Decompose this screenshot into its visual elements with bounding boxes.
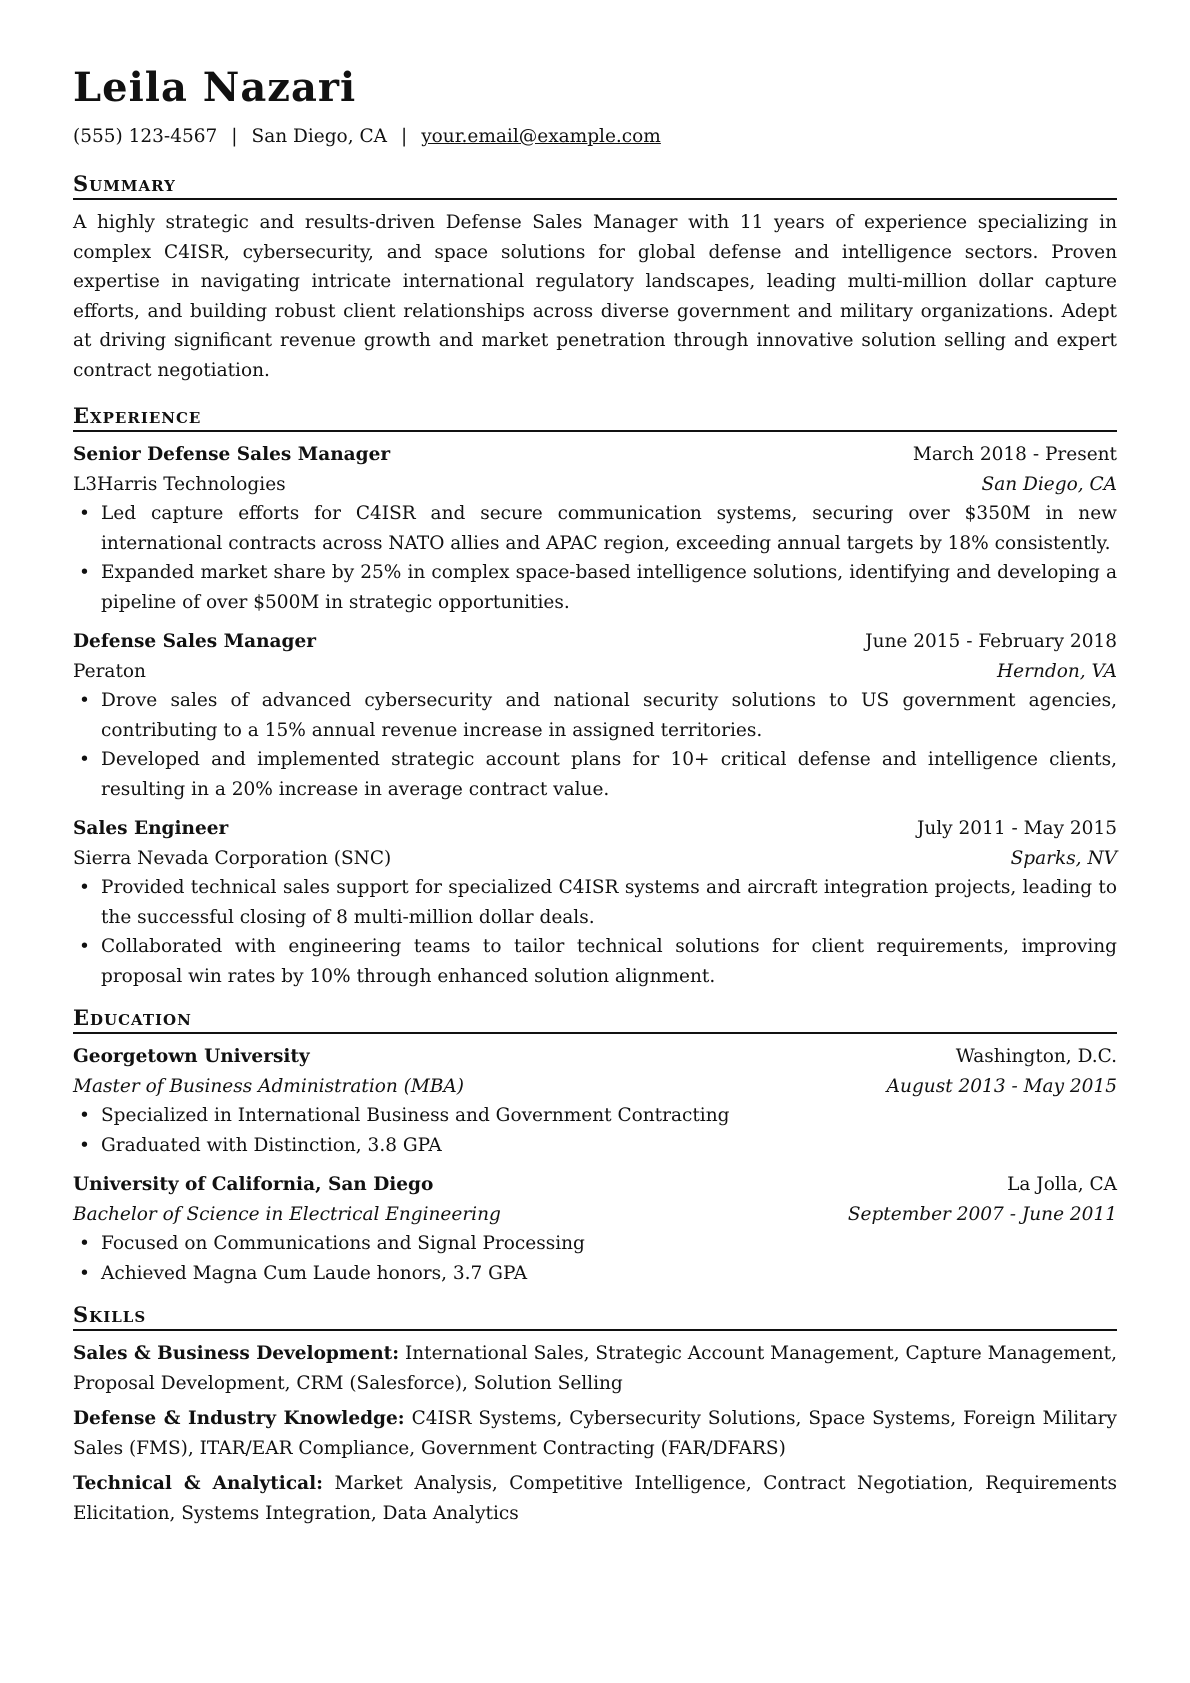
skill-items: International Sales, Strategic Account Management, Capture Management, Proposal Development, CRM (Salesforce), Solution Selling (73, 1343, 1117, 1394)
bullet-item: • Expanded market share by 25% in complex space-based intelligence solutions, identifying and developing a pipeline of over $500M in strategic opportunities. (101, 558, 1117, 617)
bullet-item: • Focused on Communications and Signal Processing (101, 1229, 1117, 1259)
job-entry (73, 440, 1117, 617)
job-location: Sparks, NV (1010, 847, 1117, 869)
section-title-education: Education (73, 1005, 1117, 1034)
skill-label: Sales & Business Development: (73, 1343, 400, 1364)
bullet-item: • Collaborated with engineering teams to tailor technical solutions for client requirements, improving proposal win rates by 10% through enhanced solution alignment. (101, 932, 1117, 991)
bullet-item: • Graduated with Distinction, 3.8 GPA (101, 1131, 1117, 1161)
email-link[interactable]: your.email@example.com (421, 126, 661, 147)
section-title-experience: Experience (73, 403, 1117, 432)
company-name: Sierra Nevada Corporation (SNC) (73, 847, 392, 869)
job-bullets (73, 873, 1117, 991)
school-location: Washington, D.C. (955, 1046, 1117, 1067)
education-bullets (73, 1229, 1117, 1288)
school-name: University of California, San Diego (73, 1174, 434, 1195)
education-entry (73, 1042, 1117, 1160)
company-name: L3Harris Technologies (73, 473, 286, 495)
job-title: Defense Sales Manager (73, 631, 316, 652)
job-title: Senior Defense Sales Manager (73, 444, 391, 465)
phone-number: (555) 123-4567 (73, 126, 218, 147)
bullet-item: • Led capture efforts for C4ISR and secure communication systems, securing over $350M in new international contracts across NATO allies and APAC region, exceeding annual targets by 18% consistently. (101, 499, 1117, 558)
job-location: San Diego, CA (981, 473, 1117, 495)
degree: Bachelor of Science in Electrical Engineering (73, 1203, 501, 1225)
summary-section (73, 171, 1117, 385)
education-bullets (73, 1101, 1117, 1160)
job-dates: March 2018 - Present (912, 444, 1117, 465)
section-title-summary: Summary (73, 171, 1117, 200)
summary-text: A highly strategic and results-driven Defense Sales Manager with 11 years of experience specializing in complex C4ISR, cybersecurity, and space solutions for global defense and intelligence sectors. Proven expertise in navigating intricate international regulatory landscapes, leading multi-million dollar capture efforts, and building robust client relationships across diverse government and military organizations. Adept at driving significant revenue growth and market penetration through innovative solution selling and expert contract negotiation. (73, 212, 1117, 381)
location: San Diego, CA (251, 126, 387, 147)
job-dates: July 2011 - May 2015 (916, 818, 1117, 839)
skill-label: Technical & Analytical: (73, 1473, 323, 1494)
job-bullets (73, 686, 1117, 804)
job-entry (73, 627, 1117, 804)
skill-items: Market Analysis, Competitive Intelligence, Contract Negotiation, Requirements Elicitation, Systems Integration, Data Analytics (73, 1473, 1117, 1524)
school-name: Georgetown University (73, 1046, 310, 1067)
degree: Master of Business Administration (MBA) (73, 1075, 465, 1097)
bullet-item: • Provided technical sales support for specialized C4ISR systems and aircraft integration projects, leading to the successful closing of 8 multi-million dollar deals. (101, 873, 1117, 932)
skills-section (73, 1302, 1117, 1528)
bullet-item: • Specialized in International Business and Government Contracting (101, 1101, 1117, 1131)
contact-separator: | (231, 126, 238, 147)
job-title: Sales Engineer (73, 818, 229, 839)
job-dates: June 2015 - February 2018 (865, 631, 1117, 652)
contact-separator: | (400, 126, 408, 147)
job-location: Herndon, VA (997, 660, 1117, 682)
bullet-item: • Developed and implemented strategic account plans for 10+ critical defense and intelligence clients, resulting in a 20% increase in average contract value. (101, 745, 1117, 804)
section-title-skills: Skills (73, 1302, 1117, 1331)
skill-group (73, 1469, 1117, 1528)
experience-section (73, 403, 1117, 991)
school-location: La Jolla, CA (1007, 1174, 1117, 1195)
education-entry (73, 1170, 1117, 1288)
job-entry (73, 814, 1117, 991)
skill-label: Defense & Industry Knowledge: (73, 1408, 405, 1429)
contact-line (73, 126, 1117, 147)
skill-group (73, 1339, 1117, 1398)
skill-group (73, 1404, 1117, 1463)
company-name: Peraton (73, 660, 146, 682)
bullet-item: • Drove sales of advanced cybersecurity and national security solutions to US government agencies, contributing to a 15% annual revenue increase in assigned territories. (101, 686, 1117, 745)
education-dates: September 2007 - June 2011 (847, 1203, 1117, 1225)
candidate-name: Leila Nazari (73, 64, 357, 111)
education-dates: August 2013 - May 2015 (886, 1075, 1117, 1097)
skill-items: C4ISR Systems, Cybersecurity Solutions, Space Systems, Foreign Military Sales (FMS), ITAR/EAR Compliance, Government Contracting (FAR/DFARS) (73, 1408, 1117, 1459)
education-section (73, 1005, 1117, 1288)
bullet-item: • Achieved Magna Cum Laude honors, 3.7 GPA (101, 1259, 1117, 1289)
job-bullets (73, 499, 1117, 617)
